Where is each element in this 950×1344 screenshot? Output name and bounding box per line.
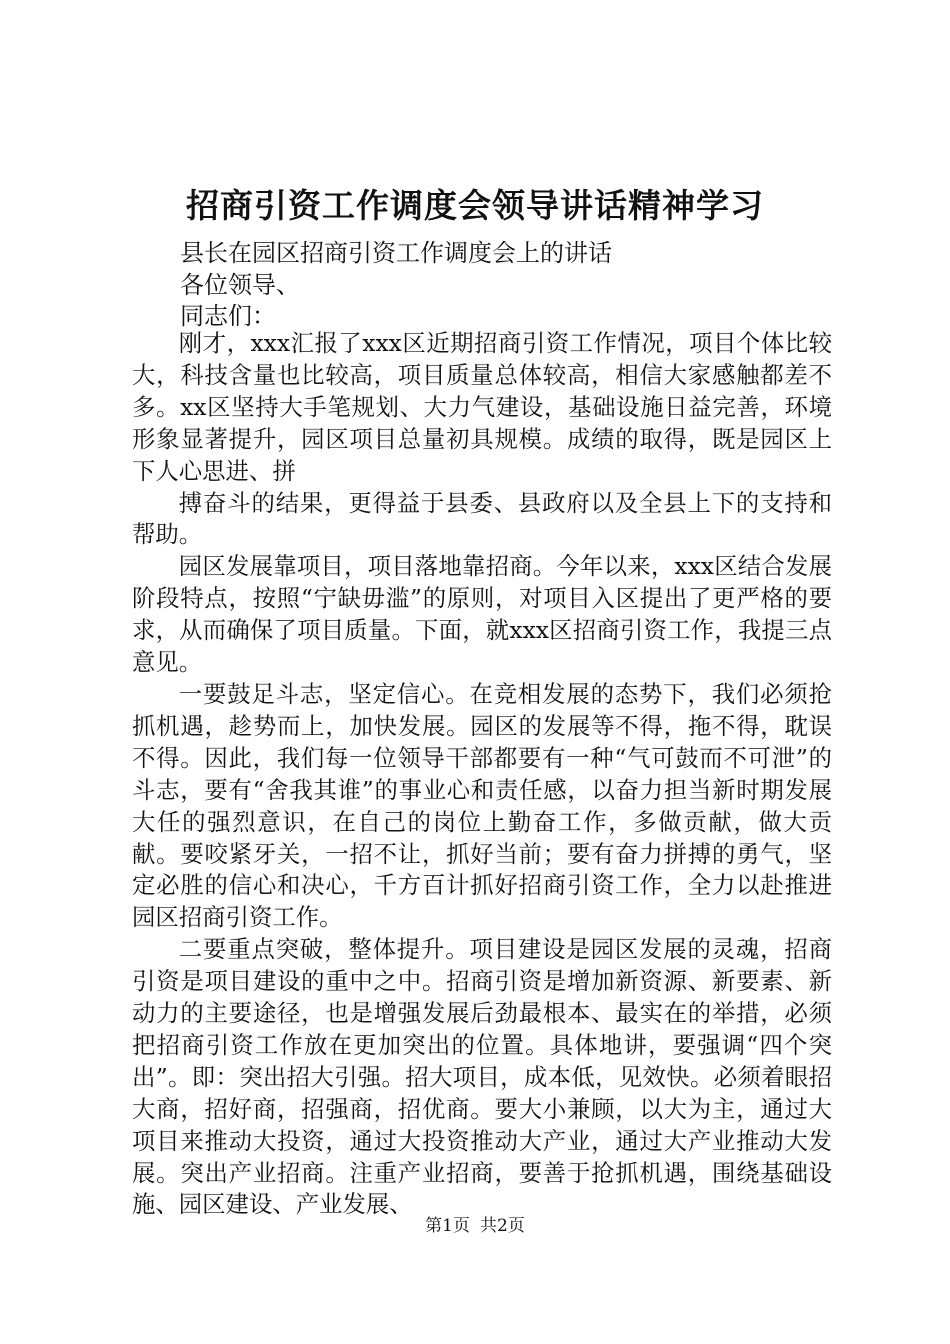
page-footer — [0, 1214, 950, 1238]
paragraph-point-one: 一要鼓足斗志，坚定信心。在竞相发展的态势下，我们必须抢抓机遇，趁势而上，加快发展。园区的发展等不得，拖不得，耽误不得。因此，我们每一位领导干部都要有一种“气可鼓而不可泄”的斗志，要有“舍我其谁”的事业心和责任感，以奋力担当新时期发展大任的强烈意识，在自己的岗位上勤奋工作，多做贡献，做大贡献。要咬紧牙关，一招不让，抓好当前；要有奋力拼搏的勇气，坚定必胜的信心和决心，千方百计抓好招商引资工作，全力以赴推进园区招商引资工作。 — [132, 679, 832, 932]
greeting-comrades: 同志们： — [180, 302, 276, 330]
greeting-leaders: 各位领导、 — [180, 271, 300, 299]
paragraph-point-two: 二要重点突破，整体提升。项目建设是园区发展的灵魂，招商引资是项目建设的重中之中。招商引资是增加新资源、新要素、新动力的主要途径，也是增强发展后劲最根本、最实在的举措，必须把招商引资工作放在更加突出的位置。具体地讲，要强调“四个突出”。即：突出招大引强。招大项目，成本低，见效快。必须着眼招大商，招好商，招强商，招优商。要大小兼顾，以大为主，通过大项目来推动大投资，通过大投资推动大产业，通过大产业推动大发展。突出产业招商。注重产业招商，要善于抢抓机遇，围绕基础设施、园区建设、产业发展、 — [132, 935, 832, 1219]
document-body — [132, 328, 832, 1221]
speech-subtitle: 县长在园区招商引资工作调度会上的讲话 — [180, 239, 612, 267]
paragraph-opening: 刚才，xxx汇报了xxx区近期招商引资工作情况，项目个体比较大，科技含量也比较高，项目质量总体较高，相信大家感触都差不多。xx区坚持大手笔规划、大力气建设，基础设施日益完善，环境形象显著提升，园区项目总量初具规模。成绩的取得，既是园区上下人心思进、拼 — [132, 329, 832, 485]
paragraph-support: 搏奋斗的结果，更得益于县委、县政府以及全县上下的支持和帮助。 — [132, 488, 832, 549]
document-title: 招商引资工作调度会领导讲话精神学习 — [186, 186, 764, 225]
page-total: 共2页 — [480, 1216, 525, 1236]
page-number: 第1页 — [425, 1216, 470, 1236]
paragraph-projects: 园区发展靠项目，项目落地靠招商。今年以来，xxx区结合发展阶段特点，按照“宁缺毋滥”的原则，对项目入区提出了更严格的要求，从而确保了项目质量。下面，就xxx区招商引资工作，我提三点意见。 — [132, 552, 832, 677]
